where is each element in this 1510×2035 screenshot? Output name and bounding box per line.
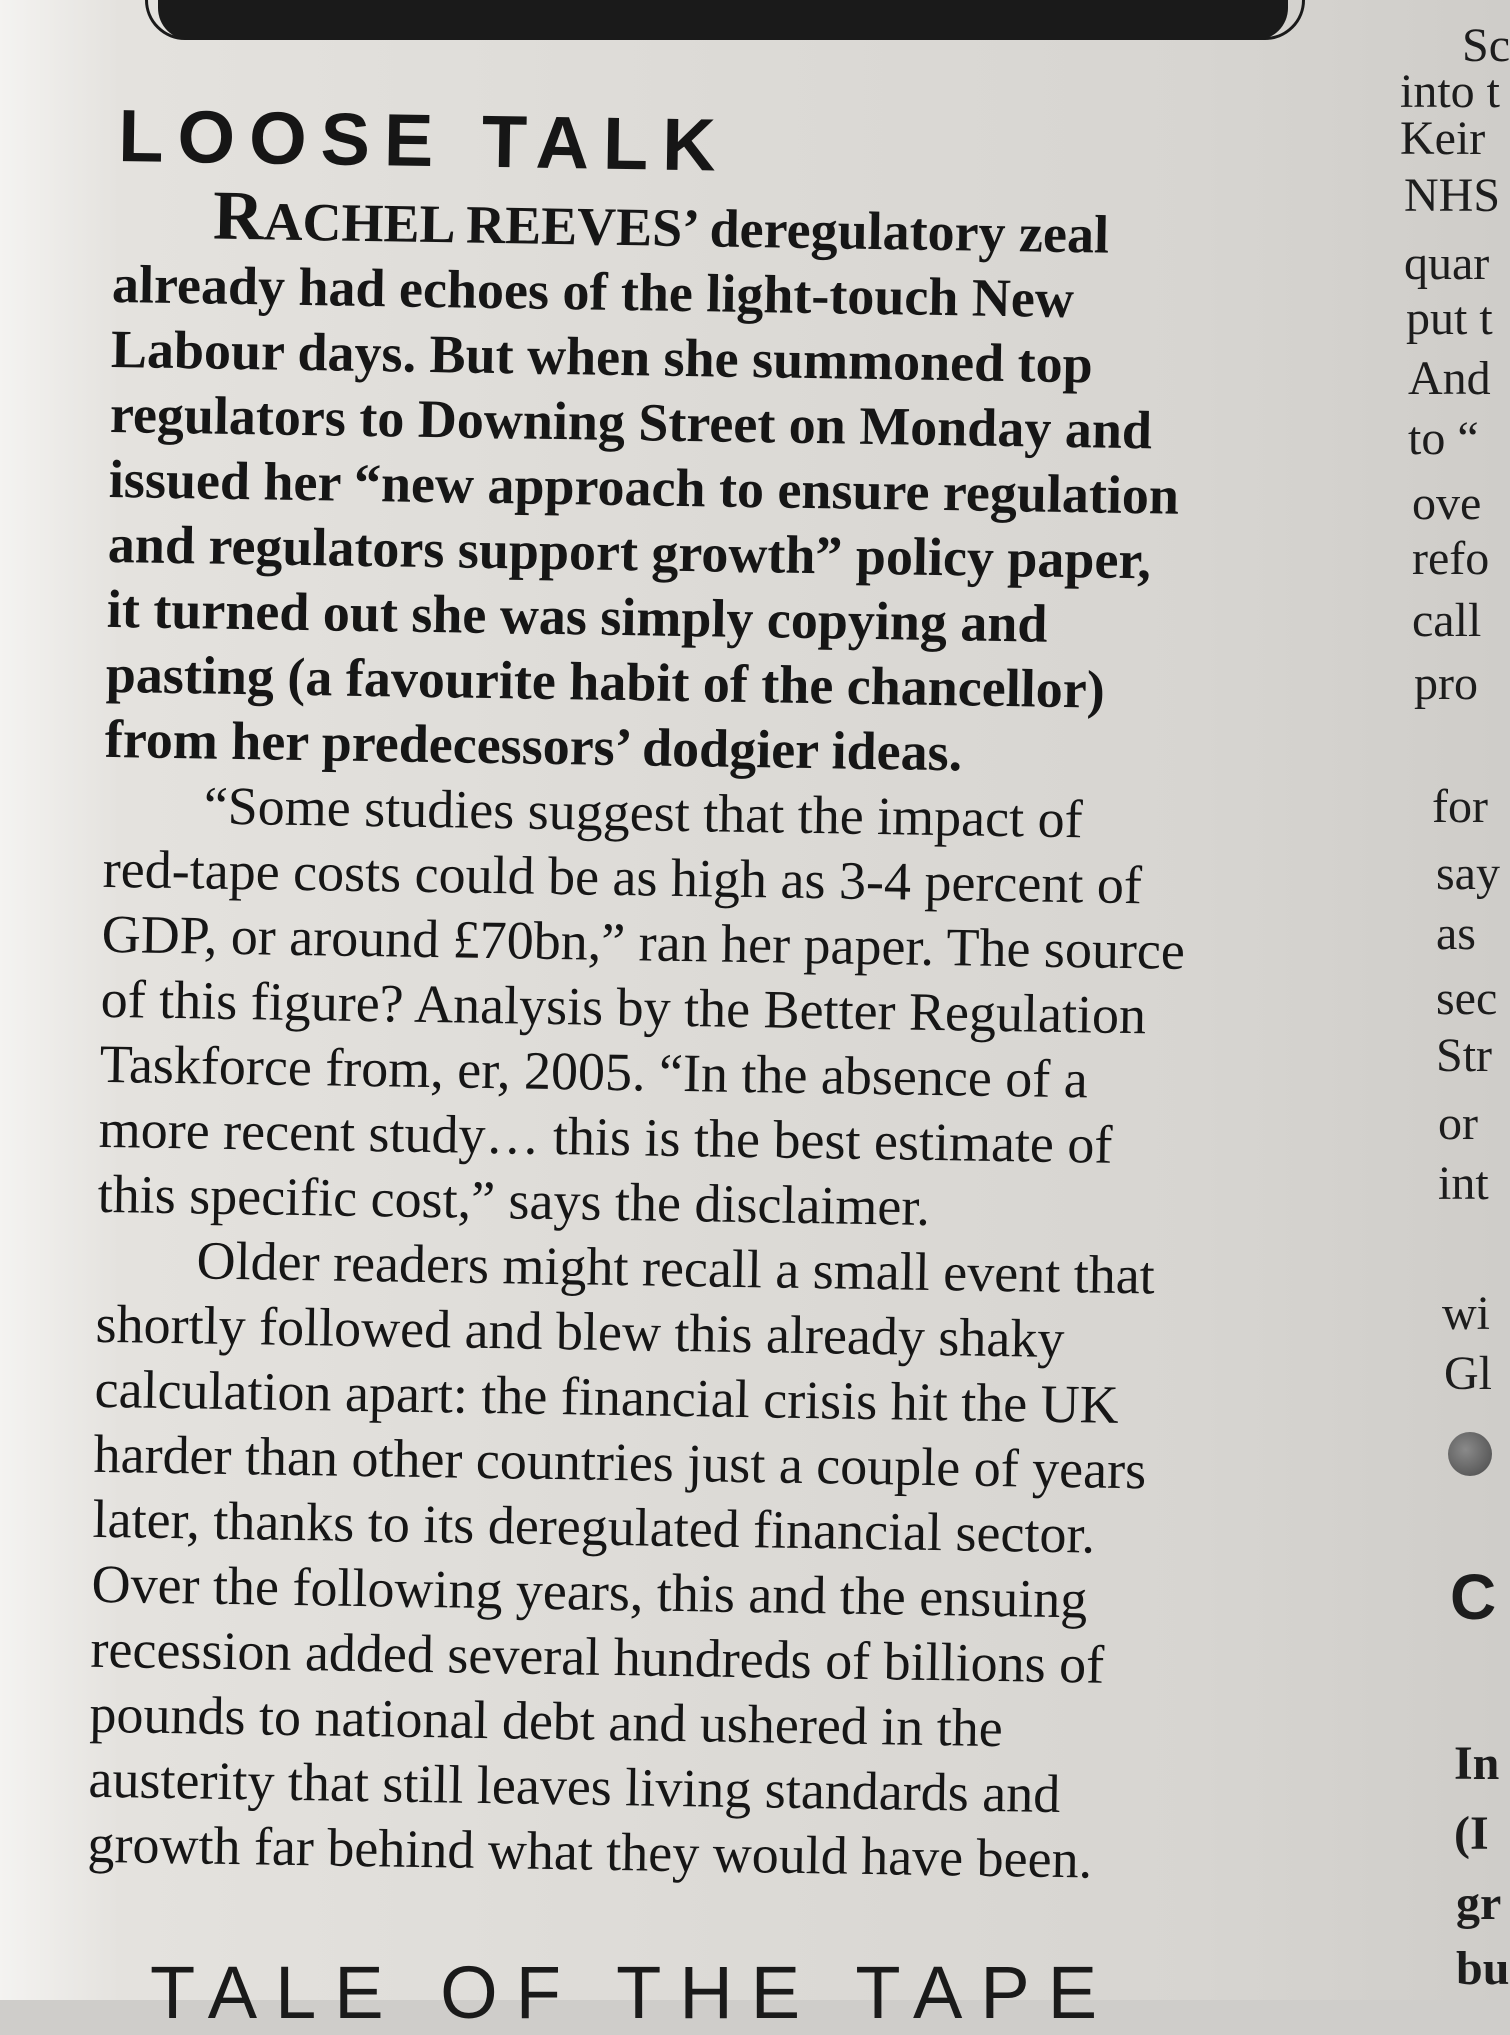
adjacent-fragment: to “ [1408, 412, 1479, 465]
body-line: more recent study… this is the best estimate of [98, 1099, 1113, 1176]
lead-line: pasting (a favourite habit of the chancellor) [105, 644, 1106, 721]
adjacent-fragment: as [1436, 907, 1476, 960]
adjacent-fragment: (I [1454, 1807, 1489, 1860]
lead-line: issued her “new approach to ensure regulation [108, 449, 1180, 527]
next-article-heading: TALE OF THE TAPE [150, 1951, 1116, 2034]
adjacent-fragment: sec [1436, 972, 1498, 1025]
body-line: harder than other countries just a couple of years [93, 1424, 1147, 1501]
body-line: later, thanks to its deregulated financial sector. [92, 1489, 1096, 1565]
body-line: recession added several hundreds of billions of [90, 1619, 1105, 1696]
adjacent-fragment: int [1438, 1157, 1489, 1210]
body-line: Taskforce from, er, 2005. “In the absence of a [99, 1034, 1089, 1110]
adjacent-fragment: Sc [1462, 19, 1510, 72]
body-line: austerity that still leaves living standards and [88, 1749, 1061, 1825]
lead-line-text: ’ deregulatory zeal [681, 198, 1110, 266]
adjacent-fragment: pro [1414, 657, 1478, 710]
adjacent-fragment: gr [1456, 1877, 1502, 1930]
lead-line: already had echoes of the light-touch New [111, 254, 1075, 330]
adjacent-heading-fragment: C [1450, 1561, 1497, 1633]
adjacent-fragment: ove [1412, 477, 1482, 530]
adjacent-column [1400, 0, 1510, 2000]
body-line: this specific cost,” says the disclaimer. [97, 1164, 931, 1238]
lead-paragraph [104, 177, 1363, 792]
lead-line: it turned out she was simply copying and [106, 579, 1048, 655]
adjacent-fragment: put t [1406, 292, 1493, 345]
drop-cap: R [212, 177, 265, 256]
adjacent-fragment: say [1436, 847, 1500, 900]
body-line: shortly followed and blew this already shaky [95, 1294, 1065, 1370]
lead-line: Labour days. But when she summoned top [110, 319, 1094, 395]
body-line: of this figure? Analysis by the Better Regulation [100, 969, 1147, 1046]
body-paragraph-3 [87, 1227, 1347, 1897]
adjacent-fragment: Gl [1444, 1347, 1492, 1400]
adjacent-fragment: In [1454, 1737, 1500, 1790]
adjacent-fragment: Keir [1400, 112, 1486, 165]
body-line: Over the following years, this and the ensuing [91, 1554, 1088, 1630]
lead-line: and regulators support growth” policy paper, [107, 514, 1152, 591]
body-line: red-tape costs could be as high as 3-4 percent of [102, 839, 1143, 916]
lead-line: regulators to Downing Street on Monday and [109, 384, 1153, 461]
adjacent-fragment: NHS [1404, 169, 1501, 222]
body-line: GDP, or around £70bn,” ran her paper. The source [101, 904, 1186, 982]
lead-line: from her predecessors’ dodgier ideas. [104, 709, 963, 783]
adjacent-fragment: refo [1412, 532, 1490, 585]
adjacent-fragment: wi [1442, 1287, 1490, 1340]
adjacent-fragment: bu [1456, 1942, 1510, 1995]
body-line: Older readers might recall a small event that [196, 1230, 1156, 1306]
bullet-dot-icon [1448, 1432, 1492, 1476]
top-box-fill [158, 0, 1288, 40]
body-line: growth far behind what they would have been. [87, 1814, 1093, 1890]
adjacent-fragment: for [1432, 780, 1488, 833]
body-line: pounds to national debt and ushered in the [89, 1684, 1004, 1759]
adjacent-fragment: or [1438, 1097, 1478, 1150]
lead-name: ACHEL REEVES [263, 191, 683, 259]
adjacent-fragment: call [1412, 594, 1482, 647]
body-line: calculation apart: the financial crisis hit the UK [94, 1359, 1120, 1436]
adjacent-fragment: quar [1404, 237, 1490, 290]
article-column [87, 95, 1365, 1897]
article-heading: LOOSE TALK [117, 94, 731, 187]
adjacent-fragment: Str [1436, 1029, 1493, 1082]
body-paragraph-2 [97, 772, 1354, 1247]
adjacent-fragment: into t [1400, 65, 1501, 118]
adjacent-fragment: And [1408, 352, 1491, 405]
body-line: “Some studies suggest that the impact of [203, 775, 1084, 850]
